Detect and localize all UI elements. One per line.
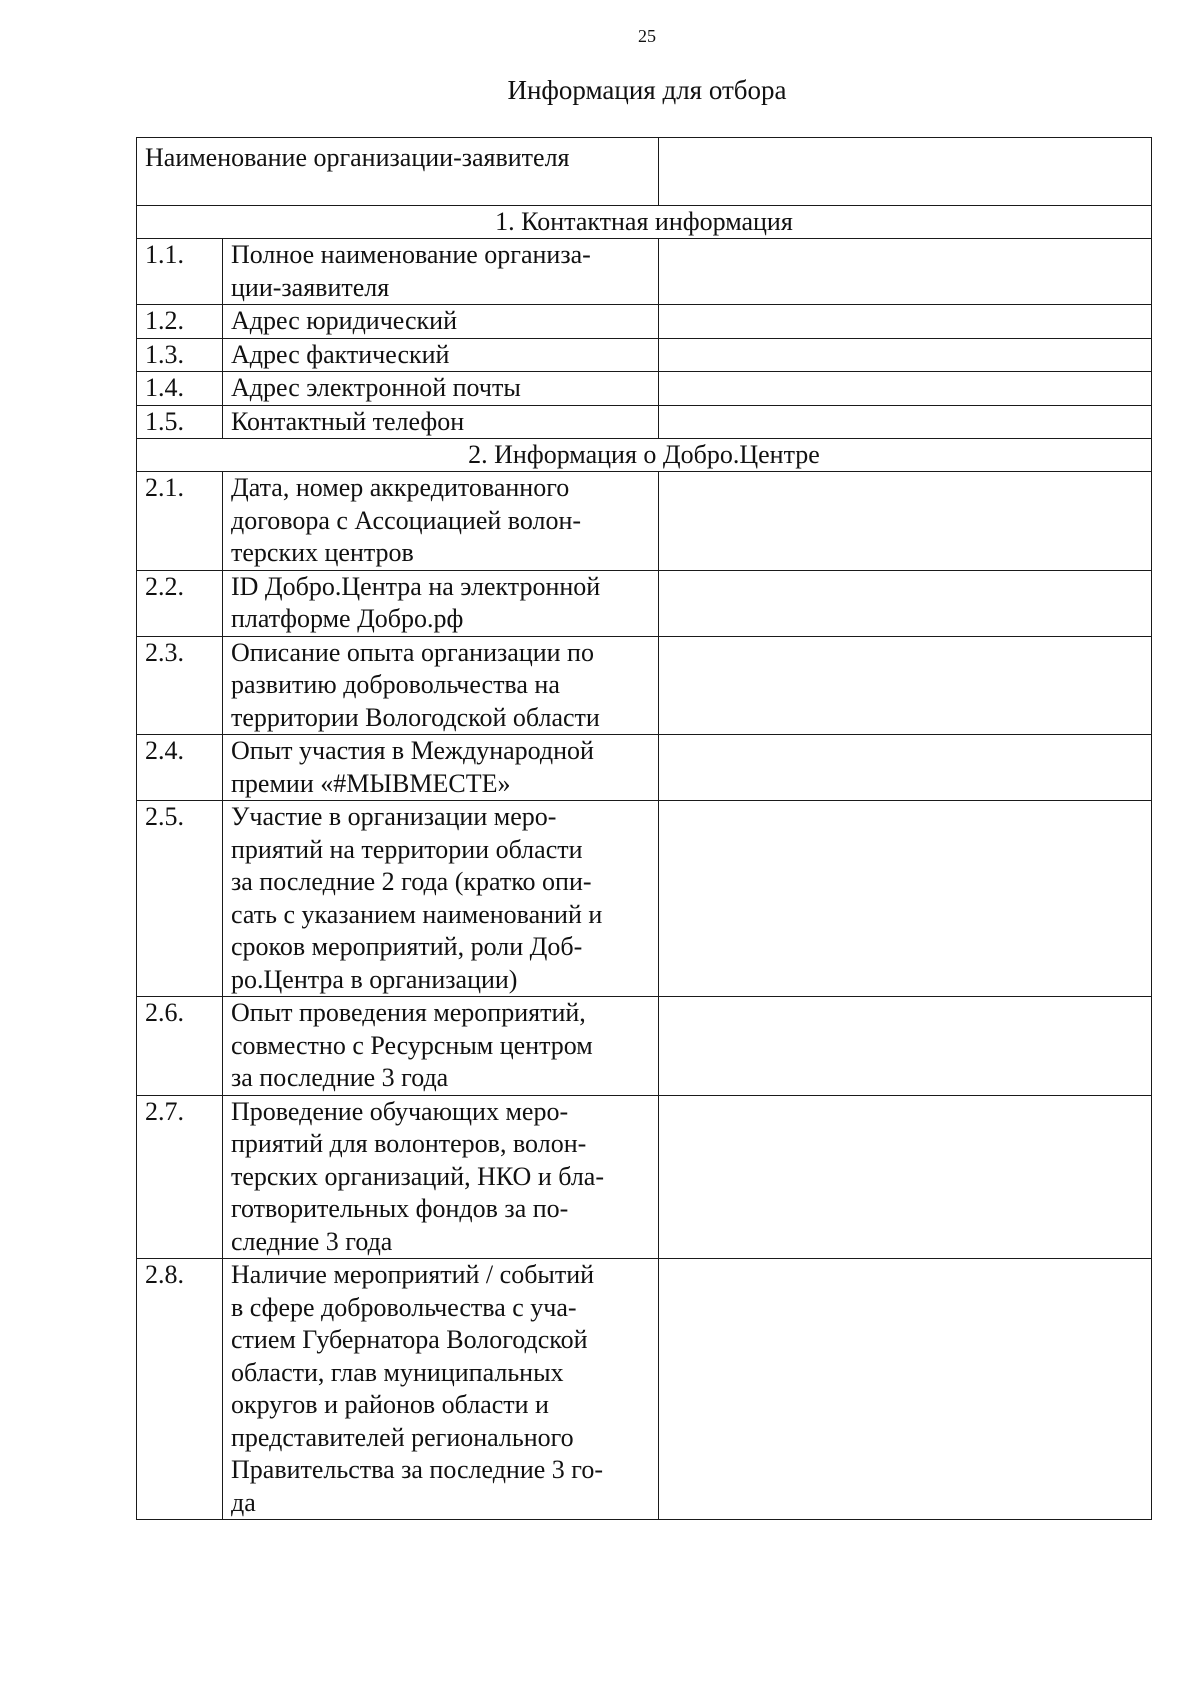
row-value-cell[interactable] bbox=[659, 405, 1152, 439]
row-label: Опыт проведения мероприятий, совместно с Ресурсным центром за последние 3 года bbox=[223, 997, 659, 1096]
section-1-title: 1. Контактная информация bbox=[137, 206, 1152, 239]
row-label: Наличие мероприятий / событий в сфере добровольчества с уча- стием Губернатора Вологодской области, глав муниципальных округов и районов области и представителей регионального Правительства за последние 3 го- да bbox=[223, 1259, 659, 1520]
row-value-cell[interactable] bbox=[659, 997, 1152, 1096]
row-value-cell[interactable] bbox=[659, 1259, 1152, 1520]
row-number: 1.4. bbox=[137, 372, 223, 406]
row-number: 1.2. bbox=[137, 305, 223, 339]
row-value-cell[interactable] bbox=[659, 1095, 1152, 1259]
row-label: Адрес электронной почты bbox=[223, 372, 659, 406]
row-label: Адрес юридический bbox=[223, 305, 659, 339]
row-value-cell[interactable] bbox=[659, 735, 1152, 801]
table-row bbox=[137, 305, 1152, 339]
document-title: Информация для отбора bbox=[507, 75, 787, 105]
row-label: Дата, номер аккредитованного договора с Ассоциацией волон- терских центров bbox=[223, 472, 659, 571]
row-number: 2.6. bbox=[137, 997, 223, 1096]
applicant-name-value-cell[interactable] bbox=[659, 138, 1152, 206]
table-row bbox=[137, 372, 1152, 406]
section-2-title: 2. Информация о Добро.Центре bbox=[137, 439, 1152, 472]
row-value-cell[interactable] bbox=[659, 305, 1152, 339]
row-label: Участие в организации меро- приятий на территории области за последние 2 года (кратко опи- сать с указанием наименований и сроков мероприятий, роли Доб- ро.Центра в организации) bbox=[223, 801, 659, 997]
table-row bbox=[137, 1095, 1152, 1259]
selection-info-table bbox=[136, 137, 1152, 1520]
row-number: 2.4. bbox=[137, 735, 223, 801]
applicant-name-label: Наименование организации-заявителя bbox=[137, 138, 659, 206]
table-row bbox=[137, 735, 1152, 801]
row-number: 2.5. bbox=[137, 801, 223, 997]
row-value-cell[interactable] bbox=[659, 239, 1152, 305]
table-row bbox=[137, 472, 1152, 571]
row-label: Полное наименование организа- ции-заявителя bbox=[223, 239, 659, 305]
row-number: 2.7. bbox=[137, 1095, 223, 1259]
row-label: Адрес фактический bbox=[223, 338, 659, 372]
row-number: 1.3. bbox=[137, 338, 223, 372]
applicant-name-row bbox=[137, 138, 1152, 206]
row-value-cell[interactable] bbox=[659, 636, 1152, 735]
row-value-cell[interactable] bbox=[659, 801, 1152, 997]
row-value-cell[interactable] bbox=[659, 338, 1152, 372]
table-row bbox=[137, 997, 1152, 1096]
row-value-cell[interactable] bbox=[659, 472, 1152, 571]
table-row bbox=[137, 239, 1152, 305]
row-number: 1.1. bbox=[137, 239, 223, 305]
table-row bbox=[137, 405, 1152, 439]
page-number: 25 bbox=[638, 26, 656, 46]
table-row bbox=[137, 338, 1152, 372]
table-row bbox=[137, 1259, 1152, 1520]
table-row bbox=[137, 570, 1152, 636]
row-label: Контактный телефон bbox=[223, 405, 659, 439]
row-label: Описание опыта организации по развитию добровольчества на территории Вологодской области bbox=[223, 636, 659, 735]
table-row bbox=[137, 801, 1152, 997]
row-label: ID Добро.Центра на электронной платформе Добро.рф bbox=[223, 570, 659, 636]
section-2-header bbox=[137, 439, 1152, 472]
row-value-cell[interactable] bbox=[659, 372, 1152, 406]
row-label: Опыт участия в Международной премии «#МЫВМЕСТЕ» bbox=[223, 735, 659, 801]
row-number: 2.8. bbox=[137, 1259, 223, 1520]
row-label: Проведение обучающих меро- приятий для волонтеров, волон- терских организаций, НКО и бла- готворительных фондов за по- следние 3 года bbox=[223, 1095, 659, 1259]
row-number: 2.1. bbox=[137, 472, 223, 571]
row-number: 2.2. bbox=[137, 570, 223, 636]
section-1-header bbox=[137, 206, 1152, 239]
row-number: 2.3. bbox=[137, 636, 223, 735]
row-number: 1.5. bbox=[137, 405, 223, 439]
table-row bbox=[137, 636, 1152, 735]
row-value-cell[interactable] bbox=[659, 570, 1152, 636]
